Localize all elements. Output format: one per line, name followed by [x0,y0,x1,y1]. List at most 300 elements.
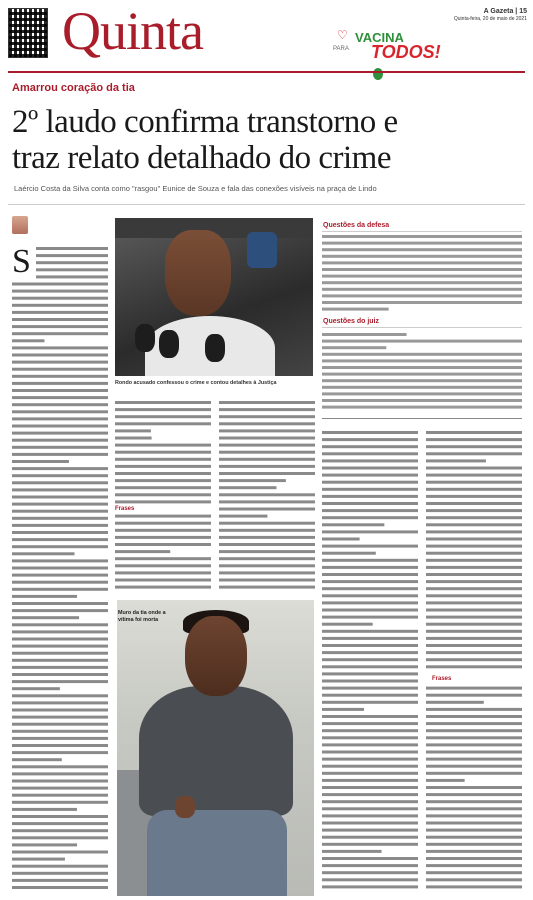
text-line [426,779,465,782]
text-line [12,567,108,570]
text-line [322,459,418,462]
text-line [426,786,522,789]
text-line [322,516,418,519]
text-line [36,268,108,271]
text-line [115,529,211,532]
masthead-rule [8,71,525,73]
headline-line1: 2º laudo confirma transtorno e [12,104,398,140]
text-line [322,445,418,448]
text-line [426,552,522,555]
text-line [12,879,108,882]
text-line [426,509,522,512]
text-line [426,467,522,470]
text-line [322,885,418,888]
text-line [322,878,418,881]
text-line [12,772,108,775]
text-line [36,275,108,278]
text-line [322,623,373,626]
text-line [322,850,382,853]
text-line [426,651,522,654]
text-line [115,479,211,482]
text-line [426,736,522,739]
text-line [322,793,418,796]
text-line [12,623,108,626]
text-line [322,871,418,874]
text-line [219,586,315,589]
body-text-lines [12,244,108,894]
text-line [322,301,522,304]
text-line [322,616,418,619]
text-line [322,530,418,533]
text-line [322,672,418,675]
text-line [426,793,522,796]
text-line [322,545,418,548]
text-line [322,708,364,711]
text-line [115,515,211,518]
text-line [426,715,522,718]
text-line [322,566,418,569]
text-line [426,488,522,491]
divider [8,204,525,205]
text-line [322,807,418,810]
text-line [426,729,522,732]
text-line [12,439,108,442]
text-line [322,255,522,258]
text-line [12,787,108,790]
text-line [12,311,108,314]
text-line [426,580,522,583]
text-line [426,530,522,533]
text-line [12,417,108,420]
text-line [219,579,315,582]
text-line [322,340,522,343]
photo2-caption: Muro da tia onde a vítima foi morta [118,610,166,623]
text-line [426,864,522,867]
text-line [115,401,211,404]
text-line [426,573,522,576]
text-line [322,392,522,395]
text-line [12,765,108,768]
text-line [12,446,108,449]
text-line [322,814,418,817]
text-line [426,587,522,590]
text-line [115,579,211,582]
text-line [322,261,522,264]
qr-code [8,8,48,58]
text-line [426,545,522,548]
text-line [322,665,418,668]
text-line [219,564,315,567]
text-line [12,872,108,875]
text-line [322,701,418,704]
text-line [426,523,522,526]
text-line [426,878,522,881]
text-line [322,587,418,590]
text-line [322,843,418,846]
text-line [219,415,315,418]
text-line [12,723,108,726]
text-line [426,616,522,619]
text-line [219,557,315,560]
text-line [219,451,315,454]
text-line [322,559,418,562]
text-line [322,359,522,362]
text-line [322,474,418,477]
text-line [219,472,315,475]
text-line [426,658,522,661]
text-line [426,758,522,761]
text-line [12,602,108,605]
text-line [219,536,315,539]
text-line [12,538,108,541]
text-line [219,437,315,440]
text-line [12,354,108,357]
text-line [115,550,170,553]
text-line [322,235,522,238]
text-line [12,822,108,825]
text-line [426,630,522,633]
text-line [219,429,315,432]
text-line [322,502,418,505]
text-line [322,687,418,690]
text-line [322,467,418,470]
text-line [322,594,418,597]
text-line [12,481,108,484]
text-line [12,297,108,300]
text-line [322,786,418,789]
text-line [12,829,108,832]
text-line [322,431,418,434]
text-line [426,708,522,711]
text-line [322,275,522,278]
text-line [12,396,108,399]
text-line [12,304,108,307]
text-line [12,751,108,754]
text-line [115,465,211,468]
text-line [12,694,108,697]
text-line [219,444,315,447]
text-line [322,366,522,369]
text-line [12,425,108,428]
text-line [426,609,522,612]
text-line [322,538,360,541]
text-line [322,644,418,647]
text-line [426,822,522,825]
page-label: A Gazeta | 15 [483,8,527,15]
text-line [426,772,522,775]
text-line [322,281,522,284]
text-line [426,495,522,498]
text-line [322,438,418,441]
text-line [426,566,522,569]
text-line [12,403,108,406]
photo-victim-relative [117,600,314,896]
judge-box-text [322,330,522,414]
text-line [12,283,108,286]
text-line [322,800,418,803]
text-line [219,571,315,574]
text-line [322,346,386,349]
campaign-line3: TODOS! [371,42,441,62]
text-line [322,353,522,356]
text-line [12,574,108,577]
text-line [12,552,75,555]
text-line [12,701,108,704]
text-line [12,645,108,648]
text-line [115,422,211,425]
text-line [322,288,522,291]
text-line [426,502,522,505]
text-line [36,247,108,250]
text-line [322,822,418,825]
text-line [12,843,77,846]
text-line [12,794,108,797]
text-line [12,382,108,385]
text-line [322,765,418,768]
campaign-line1: VACINA [355,30,404,45]
text-line [219,422,315,425]
text-line [12,503,108,506]
text-line [322,864,418,867]
text-line [12,545,108,548]
photo-suspect [115,218,313,376]
text-line [115,472,211,475]
text-line [12,687,60,690]
photo1-caption: Rondo acusado confessou o crime e contou detalhes à Justiça [115,380,277,386]
text-line [426,474,522,477]
text-line [12,318,108,321]
text-line [12,467,108,470]
text-line [322,829,418,832]
text-line [426,722,522,725]
text-line [12,410,108,413]
text-line [322,751,418,754]
text-line [12,638,108,641]
text-line [115,493,211,496]
text-line [322,308,389,311]
text-line [12,673,108,676]
text-line [12,510,108,513]
text-line [426,644,522,647]
author-avatar [12,216,28,234]
text-line [12,460,69,463]
text-line [426,807,522,810]
text-line [322,386,522,389]
right-text-lines [322,428,522,894]
text-line [12,680,108,683]
text-line [426,765,522,768]
text-line [322,694,418,697]
text-line [115,408,211,411]
text-line [426,516,522,519]
text-line [12,474,108,477]
text-line [322,836,418,839]
text-line [219,408,315,411]
text-line [12,730,108,733]
text-line [12,581,108,584]
mid-subtitle: Frases [115,506,135,512]
mid-text-lines [115,398,315,590]
text-line [322,722,418,725]
text-line [426,800,522,803]
subheadline: Laércio Costa da Silva conta como "rasgou" Eunice de Souza e fala das conexões visíveis na praça de Lindo [14,184,377,193]
text-line [12,332,108,335]
text-line [322,333,407,336]
text-line [322,651,418,654]
text-line [115,586,211,589]
text-line [322,481,418,484]
text-line [12,659,108,662]
heart-icon: ♡ [337,28,348,42]
text-line [115,500,211,503]
text-line [115,557,211,560]
right-subtitle: Frases [432,676,452,682]
text-line [322,729,418,732]
box-bottom-rule [322,418,522,419]
text-line [219,508,315,511]
text-line [12,488,108,491]
text-line [426,637,522,640]
text-line [322,680,418,683]
text-line [12,709,108,712]
text-line [322,601,418,604]
text-line [12,737,108,740]
text-line [12,559,108,562]
judge-text-lines [322,330,522,414]
text-line [322,379,522,382]
text-line [426,452,522,455]
text-line [426,445,522,448]
text-line [12,652,108,655]
text-line [426,459,486,462]
body-column-1 [12,244,108,894]
text-line [322,248,522,251]
text-line [12,389,108,392]
text-line [219,479,286,482]
text-line [12,851,108,854]
text-line [322,452,418,455]
text-line [426,687,522,690]
text-line [322,609,418,612]
text-line [12,609,108,612]
body-column-4-5 [322,428,522,894]
text-line [322,857,418,860]
judge-box-title: Questões do juiz [323,318,380,325]
text-line [12,588,108,591]
text-line [322,399,522,402]
defense-box-title: Questões da defesa [323,222,390,229]
text-line [12,524,108,527]
headline-line2: traz relato detalhado do crime [12,140,391,176]
text-line [426,431,522,434]
text-line [12,630,108,633]
hand [175,796,195,818]
text-line [115,444,211,447]
text-line [12,836,108,839]
text-line [12,865,108,868]
text-line [426,814,522,817]
text-line [12,858,65,861]
text-line [36,254,108,257]
text-line [12,886,108,889]
text-line [426,857,522,860]
text-line [219,500,315,503]
text-line [115,543,211,546]
text-line [12,325,108,328]
vaccination-campaign-logo [333,30,453,84]
text-line [322,509,418,512]
text-line [219,486,276,489]
text-line [12,290,108,293]
defense-text-lines [322,232,522,316]
section-title: Quinta [62,1,203,61]
text-line [322,573,418,576]
text-line [322,268,522,271]
text-line [115,522,211,525]
text-line [115,415,211,418]
text-line [115,571,211,574]
text-line [219,515,267,518]
text-line [12,595,77,598]
text-line [12,666,108,669]
text-line [12,801,108,804]
text-line [322,495,418,498]
text-line [12,780,108,783]
text-line [12,808,77,811]
text-line [426,743,522,746]
text-line [426,694,522,697]
kicker: Amarrou coração da tia [12,82,135,94]
text-line [115,536,211,539]
text-line [322,488,418,491]
text-line [115,458,211,461]
text-line [12,339,45,342]
text-line [426,665,522,668]
text-line [12,361,108,364]
text-line [322,758,418,761]
text-line [115,486,211,489]
text-line [426,481,522,484]
text-line [426,594,522,597]
text-line [36,261,108,264]
text-line [322,715,418,718]
text-line [426,559,522,562]
text-line [219,550,315,553]
text-line [322,294,522,297]
text-line [12,517,108,520]
text-line [12,531,108,534]
text-line [12,375,108,378]
body-column-2-3 [115,398,315,590]
police-badge [247,232,277,268]
text-line [219,493,315,496]
text-line [426,829,522,832]
text-line [12,758,62,761]
government-seal-icon [373,68,383,80]
text-line [322,637,418,640]
text-line [322,523,384,526]
page-info [454,8,527,23]
headline [12,104,524,176]
text-line [426,751,522,754]
text-line [426,623,522,626]
text-line [426,871,522,874]
text-line [322,373,522,376]
text-line [322,406,522,409]
text-line [12,616,79,619]
text-line [322,743,418,746]
text-line [12,815,108,818]
